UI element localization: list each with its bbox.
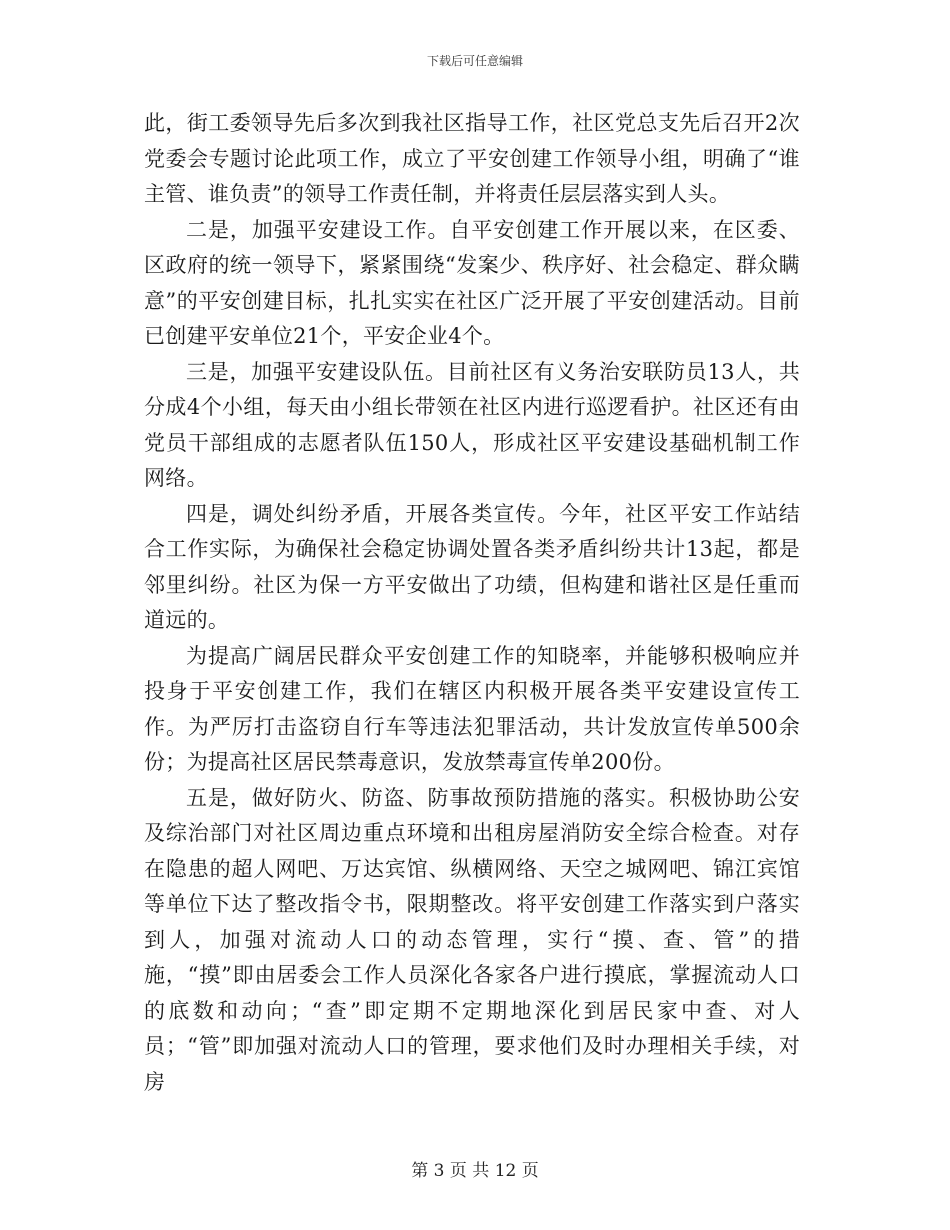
page-header: 下载后可任意编辑 (426, 54, 523, 68)
paragraph-4: 四是，调处纠纷矛盾，开展各类宣传。今年，社区平安工作站结合工作实际，为确保社会稳定协调处置各类矛盾纠纷共计13起，都是邻里纠纷。社区为保一方平安做出了功绩，但构建和谐社区是任重而道远的。 (144, 501, 800, 632)
paragraph-2: 二是，加强平安建设工作。自平安创建工作开展以来，在区委、区政府的统一领导下，紧紧围绕“发案少、秩序好、社会稳定、群众瞒意”的平安创建目标，扎扎实实在社区广泛开展了平安创建活动。目前已创建平安单位21个，平安企业4个。 (144, 217, 800, 348)
document-body (144, 106, 800, 1100)
page-number-footer: 第 3 页 共 12 页 (411, 1161, 539, 1181)
paragraph-5: 为提高广阔居民群众平安创建工作的知晓率，并能够积极响应并投身于平安创建工作，我们在辖区内积极开展各类平安建设宣传工作。为严厉打击盗窃自行车等违法犯罪活动，共计发放宣传单500余份；为提高社区居民禁毒意识，发放禁毒宣传单200份。 (144, 643, 800, 774)
paragraph-6: 五是，做好防火、防盗、防事故预防措施的落实。积极协助公安及综治部门对社区周边重点环境和出租房屋消防安全综合检查。对存在隐患的超人网吧、万达宾馆、纵横网络、天空之城网吧、锦江宾馆等单位下达了整改指令书，限期整改。将平安创建工作落实到户落实到人，加强对流动人口的动态管理，实行“摸、查、管”的措施，“摸”即由居委会工作人员深化各家各户进行摸底，掌握流动人口的底数和动向；“查”即定期不定期地深化到居民家中查、对人员；“管”即加强对流动人口的管理，要求他们及时办理相关手续，对房 (144, 785, 800, 1094)
paragraph-3: 三是，加强平安建设队伍。目前社区有义务治安联防员13人，共分成4个小组，每天由小组长带领在社区内进行巡逻看护。社区还有由党员干部组成的志愿者队伍150人，形成社区平安建设基础机制工作网络。 (144, 359, 800, 490)
paragraph-1: 此，街工委领导先后多次到我社区指导工作，社区党总支先后召开2次党委会专题讨论此项工作，成立了平安创建工作领导小组，明确了“谁主管、谁负责”的领导工作责任制，并将责任层层落实到人头。 (144, 111, 800, 206)
